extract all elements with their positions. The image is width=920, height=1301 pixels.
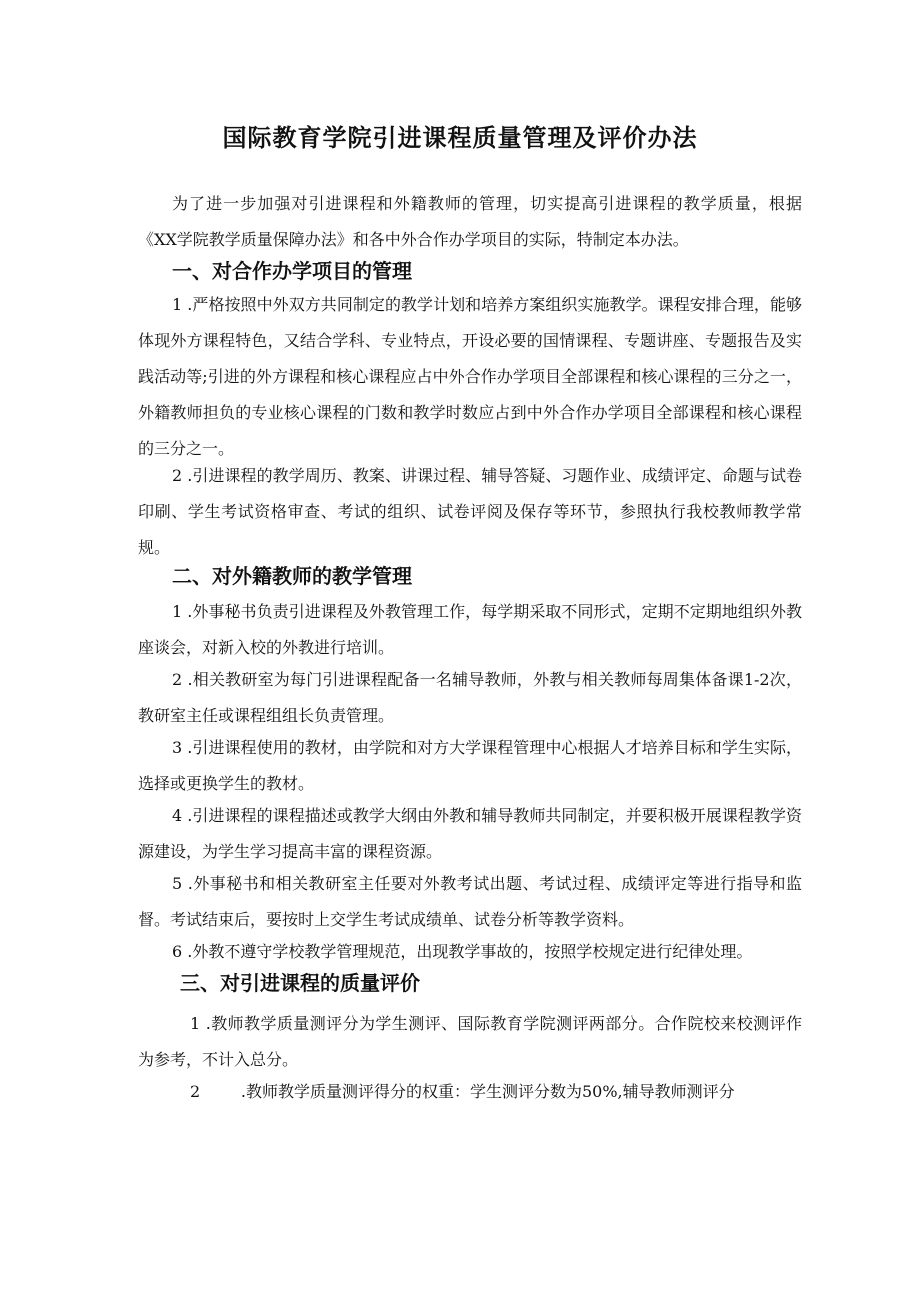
section-3-heading: 三、对引进课程的质量评价: [180, 971, 420, 995]
section-2-item-3: 3 .引进课程使用的教材，由学院和对方大学课程管理中心根据人才培养目标和学生实际，选择或更换学生的教材。: [138, 738, 802, 793]
section-3-item-2: 2 .教师教学质量测评得分的权重：学生测评分数为50%,辅导教师测评分: [190, 1082, 735, 1101]
intro-paragraph: 为了进一步加强对引进课程和外籍教师的管理，切实提高引进课程的教学质量，根据《XX学院教学质量保障办法》和各中外合作办学项目的实际，特制定本办法。: [138, 194, 802, 249]
section-3-item-1: 1 .教师教学质量测评分为学生测评、国际教育学院测评两部分。合作院校来校测评作为参考，不计入总分。: [138, 1014, 802, 1069]
section-2-item-5: 5 .外事秘书和相关教研室主任要对外教考试出题、考试过程、成绩评定等进行指导和监督。考试结束后，要按时上交学生考试成绩单、试卷分析等教学资料。: [138, 874, 802, 929]
section-2-item-2: 2 .相关教研室为每门引进课程配备一名辅导教师，外教与相关教师每周集体备课1-2次，教研室主任或课程组组长负责管理。: [138, 670, 802, 725]
section-2-item-4: 4 .引进课程的课程描述或教学大纲由外教和辅导教师共同制定，并要积极开展课程教学资源建设，为学生学习提高丰富的课程资源。: [138, 806, 802, 861]
section-2-heading: 二、对外籍教师的教学管理: [172, 564, 412, 588]
section-1-item-2: 2 .引进课程的教学周历、教案、讲课过程、辅导答疑、习题作业、成绩评定、命题与试卷印刷、学生考试资格审查、考试的组织、试卷评阅及保存等环节，参照执行我校教师教学常规。: [138, 466, 802, 557]
section-2-item-1: 1 .外事秘书负责引进课程及外教管理工作，每学期采取不同形式，定期不定期地组织外教座谈会，对新入校的外教进行培训。: [138, 602, 802, 657]
section-2-item-6: 6 .外教不遵守学校教学管理规范，出现教学事故的，按照学校规定进行纪律处理。: [172, 942, 753, 961]
section-1-item-1: 1 .严格按照中外双方共同制定的教学计划和培养方案组织实施教学。课程安排合理，能够体现外方课程特色，又结合学科、专业特点，开设必要的国情课程、专题讲座、专题报告及实践活动等;引进的外方课程和核心课程应占中外合作办学项目全部课程和核心课程的三分之一，外籍教师担负的专业核心课程的门数和教学时数应占到中外合作办学项目全部课程和核心课程的三分之一。: [138, 295, 802, 458]
section-1-heading: 一、对合作办学项目的管理: [172, 259, 412, 283]
document-title: 国际教育学院引进课程质量管理及评价办法: [222, 124, 698, 152]
